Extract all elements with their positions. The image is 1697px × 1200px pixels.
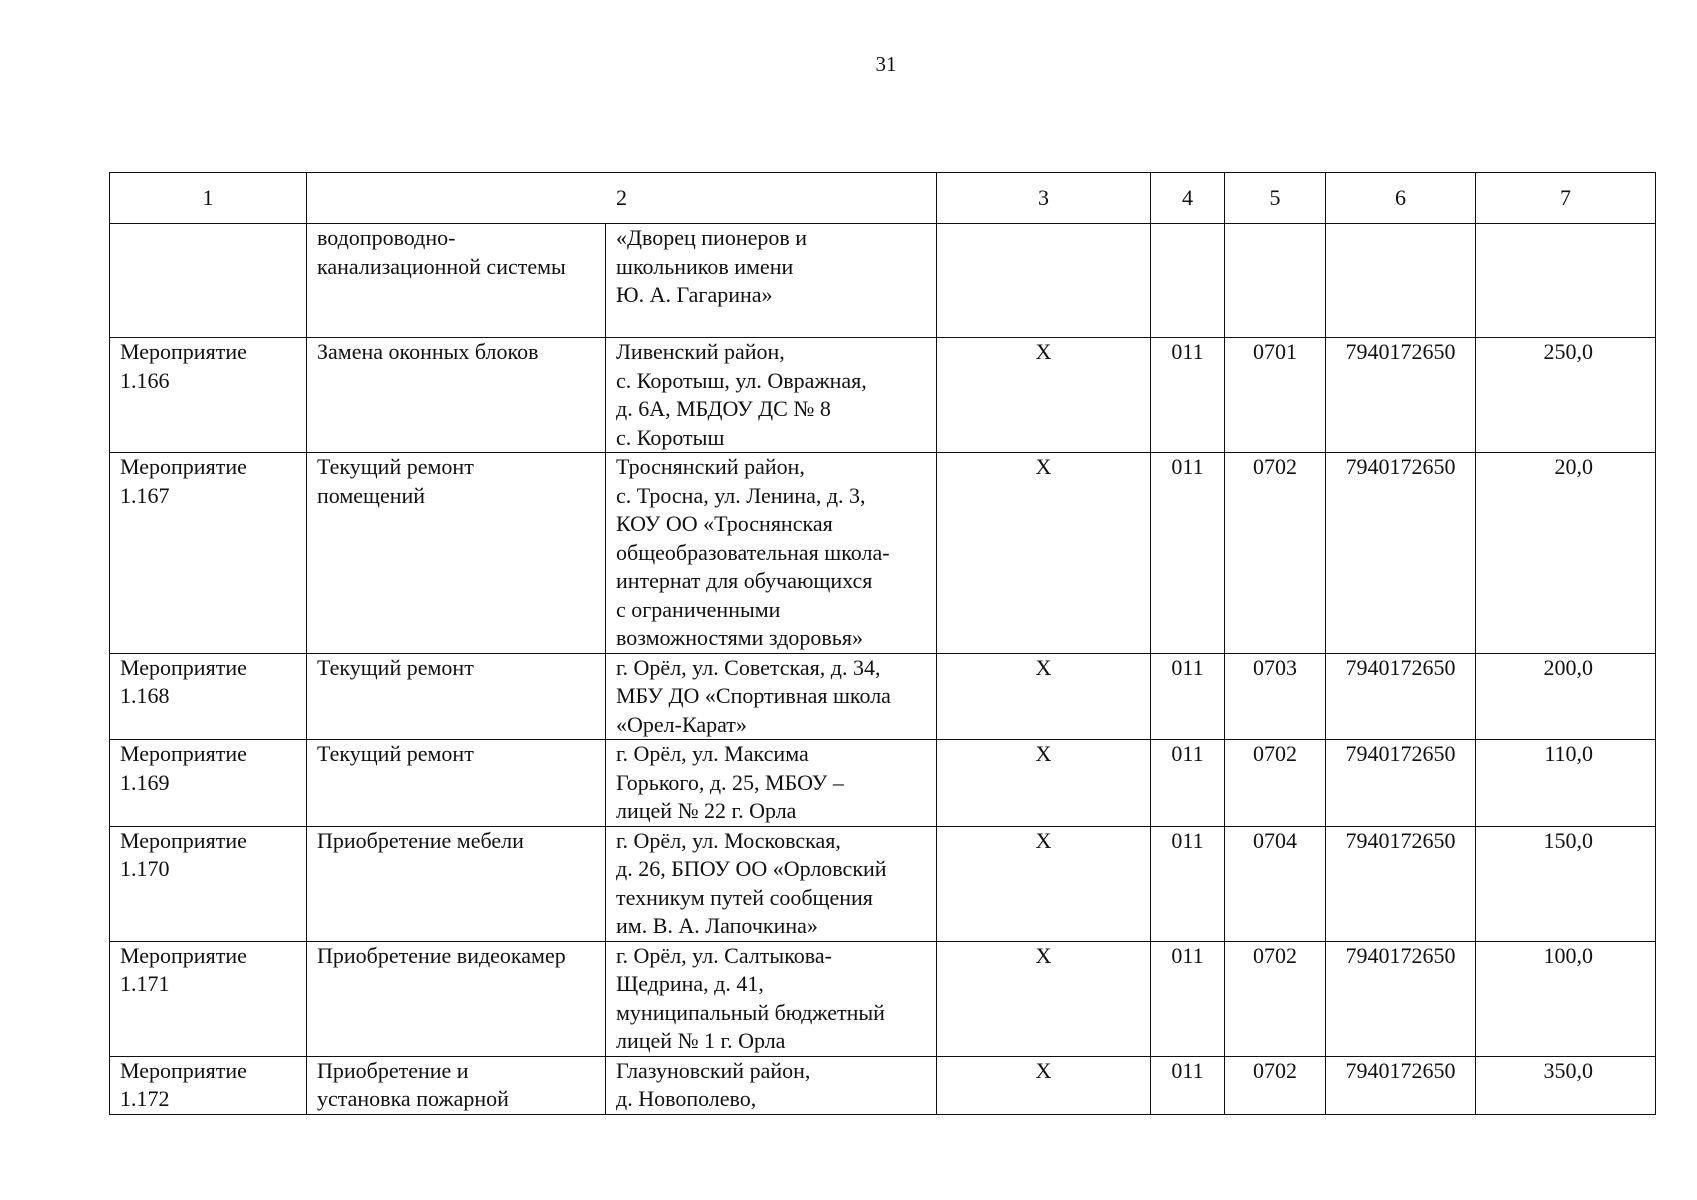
- cell-col5: 0701: [1225, 338, 1326, 453]
- table-row: [110, 224, 1656, 338]
- cell-col7: 350,0: [1476, 1056, 1656, 1114]
- cell-event-id: [110, 224, 307, 338]
- cell-col3: Х: [937, 826, 1151, 941]
- cell-col3: Х: [937, 941, 1151, 1056]
- cell-col3: Х: [937, 338, 1151, 453]
- cell-col4: 011: [1151, 740, 1225, 827]
- header-col-4: 4: [1151, 173, 1225, 224]
- cell-col5: 0702: [1225, 740, 1326, 827]
- cell-event-name: Приобретение и установка пожарной: [307, 1056, 606, 1114]
- cell-address: г. Орёл, ул. Салтыкова- Щедрина, д. 41, муниципальный бюджетный лицей № 1 г. Орла: [606, 941, 937, 1056]
- cell-col3: Х: [937, 653, 1151, 740]
- cell-event-id: Мероприятие 1.171: [110, 941, 307, 1056]
- budget-table: [109, 172, 1656, 1115]
- header-col-7: 7: [1476, 173, 1656, 224]
- cell-col6: [1326, 224, 1476, 338]
- cell-col4: 011: [1151, 1056, 1225, 1114]
- cell-col7: 250,0: [1476, 338, 1656, 453]
- cell-col7: [1476, 224, 1656, 338]
- cell-event-name: Приобретение видеокамер: [307, 941, 606, 1056]
- cell-col6: 7940172650: [1326, 941, 1476, 1056]
- table-row: [110, 1056, 1656, 1114]
- cell-event-id: Мероприятие 1.167: [110, 453, 307, 654]
- cell-event-name: Текущий ремонт: [307, 740, 606, 827]
- cell-col5: 0702: [1225, 941, 1326, 1056]
- cell-event-id: Мероприятие 1.166: [110, 338, 307, 453]
- cell-col7: 110,0: [1476, 740, 1656, 827]
- cell-address: «Дворец пионеров и школьников имени Ю. А. Гагарина»: [606, 224, 937, 338]
- cell-address: г. Орёл, ул. Московская, д. 26, БПОУ ОО «Орловский техникум путей сообщения им. В. А. Лапочкина»: [606, 826, 937, 941]
- cell-event-id: Мероприятие 1.172: [110, 1056, 307, 1114]
- cell-address: Ливенский район, с. Коротыш, ул. Овражная, д. 6А, МБДОУ ДС № 8 с. Коротыш: [606, 338, 937, 453]
- cell-col4: 011: [1151, 338, 1225, 453]
- cell-col5: 0704: [1225, 826, 1326, 941]
- cell-col3: Х: [937, 1056, 1151, 1114]
- cell-col7: 200,0: [1476, 653, 1656, 740]
- cell-col5: [1225, 224, 1326, 338]
- header-col-6: 6: [1326, 173, 1476, 224]
- cell-col7: 20,0: [1476, 453, 1656, 654]
- cell-col7: 100,0: [1476, 941, 1656, 1056]
- cell-event-name: Приобретение мебели: [307, 826, 606, 941]
- cell-address: г. Орёл, ул. Максима Горького, д. 25, МБОУ – лицей № 22 г. Орла: [606, 740, 937, 827]
- cell-event-id: Мероприятие 1.170: [110, 826, 307, 941]
- cell-address: Глазуновский район, д. Новополево,: [606, 1056, 937, 1114]
- cell-col4: [1151, 224, 1225, 338]
- cell-col4: 011: [1151, 941, 1225, 1056]
- cell-col3: [937, 224, 1151, 338]
- header-row: [110, 173, 1656, 224]
- cell-col7: 150,0: [1476, 826, 1656, 941]
- cell-event-id: Мероприятие 1.169: [110, 740, 307, 827]
- cell-col4: 011: [1151, 826, 1225, 941]
- cell-col6: 7940172650: [1326, 740, 1476, 827]
- table-row: [110, 740, 1656, 827]
- header-col-2: 2: [307, 173, 937, 224]
- table-body: [110, 224, 1656, 1115]
- header-col-5: 5: [1225, 173, 1326, 224]
- table-row: [110, 826, 1656, 941]
- cell-event-name: Текущий ремонт помещений: [307, 453, 606, 654]
- cell-event-name: Замена оконных блоков: [307, 338, 606, 453]
- cell-col5: 0702: [1225, 453, 1326, 654]
- cell-event-name: Текущий ремонт: [307, 653, 606, 740]
- table-row: [110, 338, 1656, 453]
- page-number: 31: [875, 52, 897, 76]
- cell-event-id: Мероприятие 1.168: [110, 653, 307, 740]
- table-row: [110, 941, 1656, 1056]
- cell-event-name: водопроводно- канализационной системы: [307, 224, 606, 338]
- table-row: [110, 453, 1656, 654]
- cell-col4: 011: [1151, 653, 1225, 740]
- cell-col4: 011: [1151, 453, 1225, 654]
- cell-address: г. Орёл, ул. Советская, д. 34, МБУ ДО «Спортивная школа «Орел-Карат»: [606, 653, 937, 740]
- cell-col5: 0702: [1225, 1056, 1326, 1114]
- cell-col6: 7940172650: [1326, 1056, 1476, 1114]
- cell-address: Троснянский район, с. Тросна, ул. Ленина, д. 3, КОУ ОО «Троснянская общеобразовательная школа- интернат для обучающихся с ограниченными возможностями здоровья»: [606, 453, 937, 654]
- cell-col6: 7940172650: [1326, 453, 1476, 654]
- cell-col6: 7940172650: [1326, 338, 1476, 453]
- cell-col6: 7940172650: [1326, 826, 1476, 941]
- header-col-1: 1: [110, 173, 307, 224]
- cell-col5: 0703: [1225, 653, 1326, 740]
- cell-col3: Х: [937, 740, 1151, 827]
- table-row: [110, 653, 1656, 740]
- cell-col6: 7940172650: [1326, 653, 1476, 740]
- cell-col3: Х: [937, 453, 1151, 654]
- header-col-3: 3: [937, 173, 1151, 224]
